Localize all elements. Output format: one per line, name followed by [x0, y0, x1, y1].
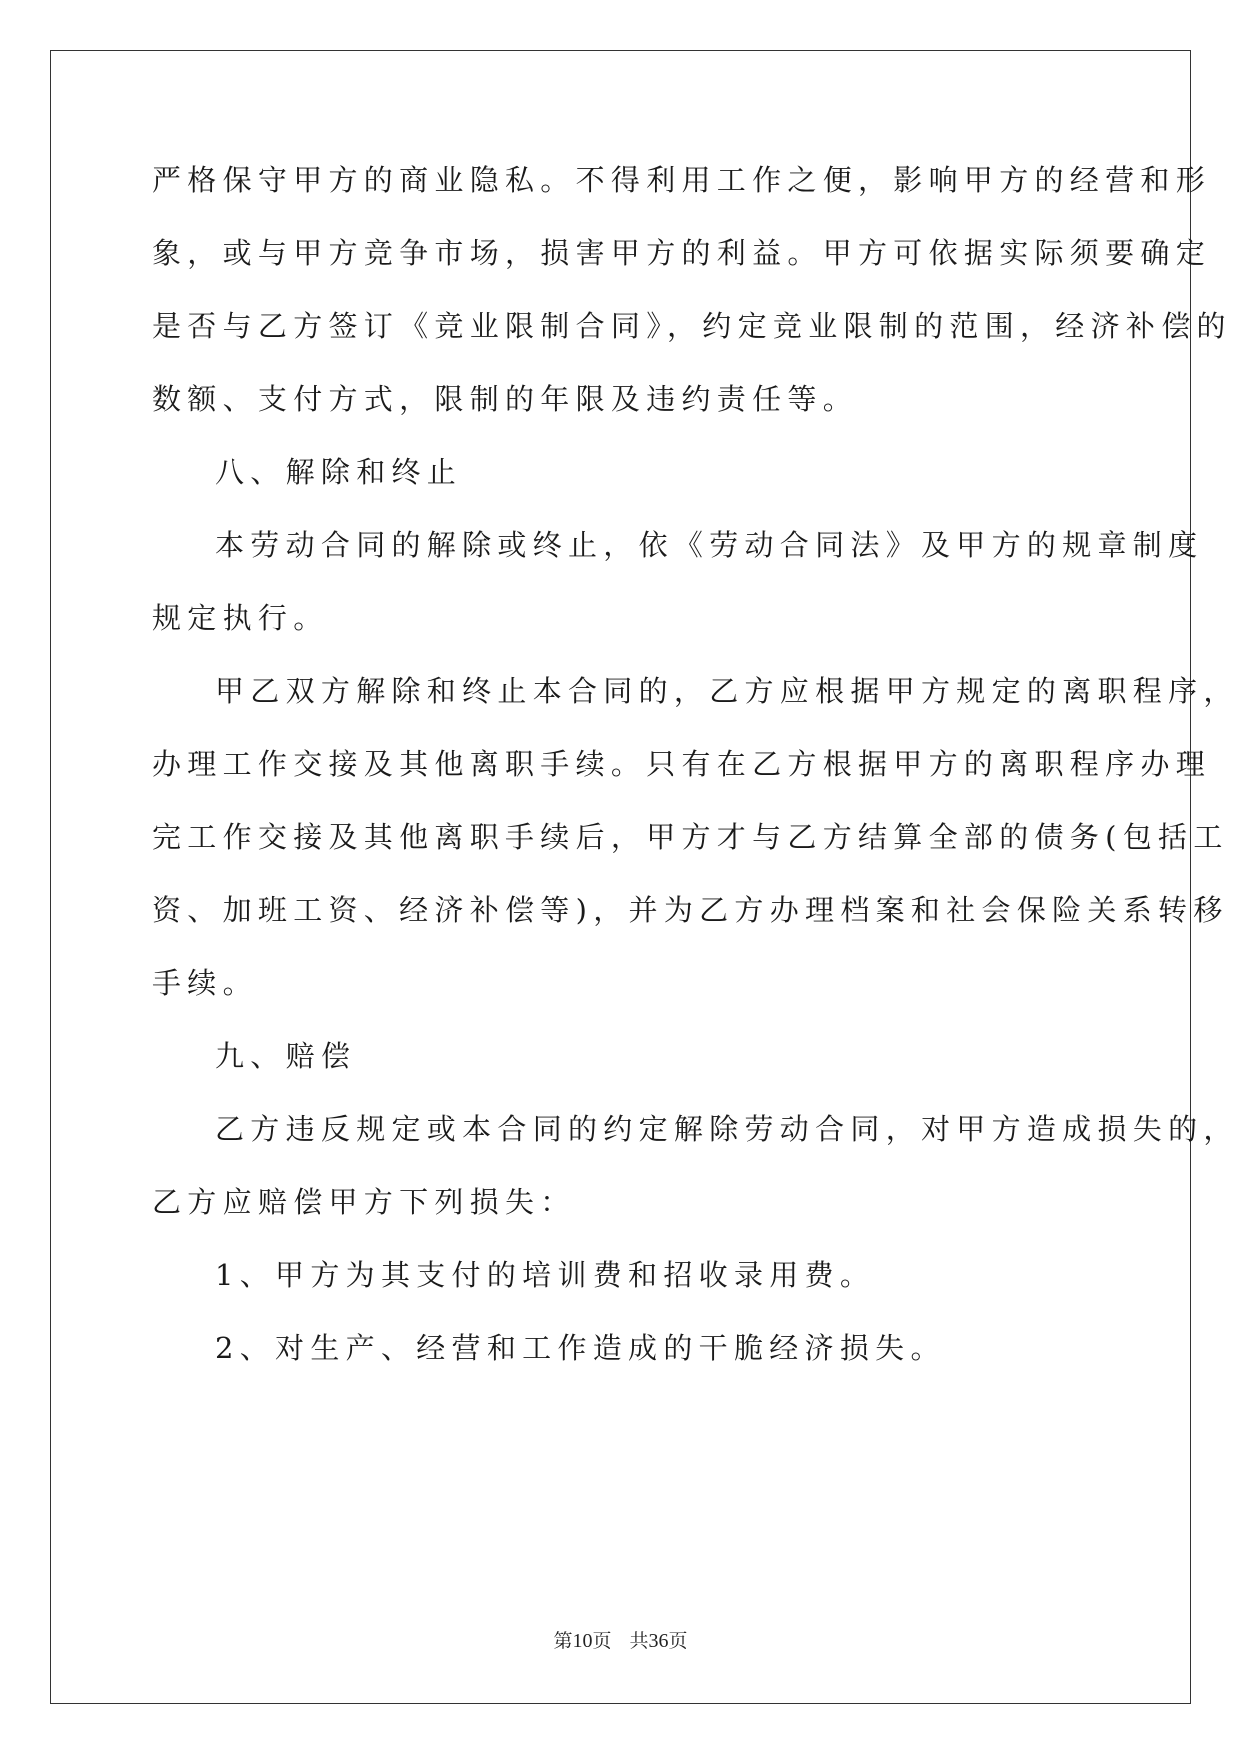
text-line: 乙方应赔偿甲方下列损失：: [152, 1185, 576, 1219]
text-line: 象，或与甲方竞争市场，损害甲方的利益。甲方可依据实际须要确定: [152, 236, 1212, 270]
page-prefix: 第: [553, 1630, 573, 1652]
text-line: 数额、支付方式，限制的年限及违约责任等。: [152, 382, 859, 416]
page-footer: [0, 1629, 1241, 1653]
text-line: 资、加班工资、经济补偿等)，并为乙方办理档案和社会保险关系转移: [152, 893, 1229, 927]
section-heading: 九、赔偿: [215, 1039, 357, 1073]
list-item: 2、对生产、经营和工作造成的干脆经济损失。: [215, 1331, 946, 1365]
text-line: 办理工作交接及其他离职手续。只有在乙方根据甲方的离职程序办理: [152, 747, 1212, 781]
text-line: 乙方违反规定或本合同的约定解除劳动合同，对甲方造成损失的，: [215, 1112, 1239, 1146]
total-pages: 36: [648, 1630, 669, 1652]
text-line: 是否与乙方签订《竞业限制合同》，约定竞业限制的范围，经济补偿的: [152, 309, 1232, 343]
text-line: 严格保守甲方的商业隐私。不得利用工作之便，影响甲方的经营和形: [152, 163, 1212, 197]
page-border: [50, 50, 1191, 1704]
text-line: 本劳动合同的解除或终止，依《劳动合同法》及甲方的规章制度: [215, 528, 1204, 562]
list-item: 1、甲方为其支付的培训费和招收录用费。: [215, 1258, 876, 1292]
total-suffix: 页: [668, 1630, 688, 1652]
text-line: 完工作交接及其他离职手续后，甲方才与乙方结算全部的债务(包括工: [152, 820, 1229, 854]
total-prefix: 共: [629, 1630, 649, 1652]
section-heading: 八、解除和终止: [215, 455, 463, 489]
text-line: 甲乙双方解除和终止本合同的，乙方应根据甲方规定的离职程序，: [215, 674, 1239, 708]
text-line: 规定执行。: [152, 601, 329, 635]
text-line: 手续。: [152, 966, 258, 1000]
page-number: 10: [572, 1630, 593, 1652]
page-suffix: 页: [592, 1630, 612, 1652]
